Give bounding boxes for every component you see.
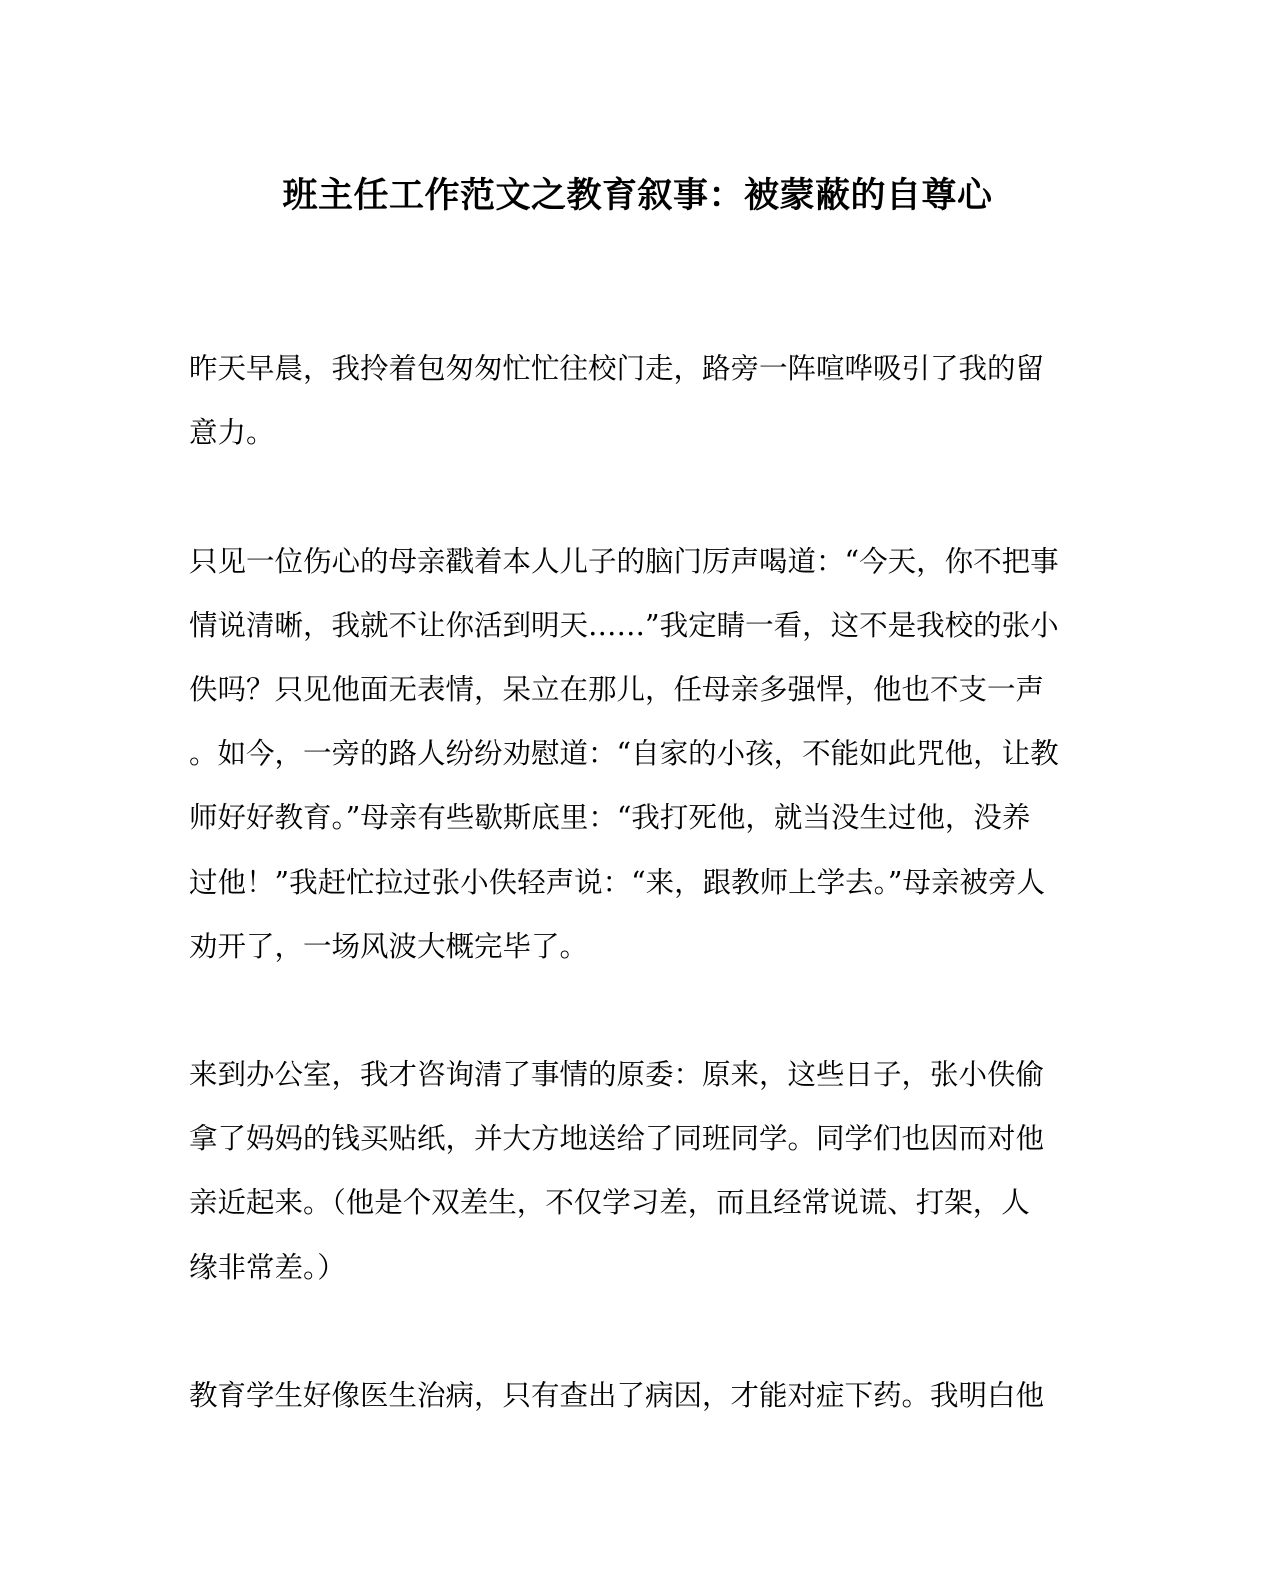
- text-line: 劝开了，一场风波大概完毕了。: [189, 929, 589, 963]
- text-line: 教育学生好像医生治病，只有查出了病因，才能对症下药。我明白他: [189, 1379, 1045, 1412]
- paragraph-spacer: [189, 1300, 1079, 1364]
- text-line: 。如今，一旁的路人纷纷劝慰道：“自家的小孩，不能如此咒他，让教: [189, 737, 1059, 771]
- text-line: 昨天早晨，我拎着包匆匆忙忙往校门走，路旁一阵喧哗吸引了我的留: [189, 352, 1045, 385]
- paragraph-spacer: [189, 465, 1079, 529]
- text-line: 缘非常差。）: [189, 1250, 346, 1284]
- document-title: 班主任工作范文之教育叙事：被蒙蔽的自尊心: [282, 175, 993, 216]
- text-line: 佚吗？只见他面无表情，呆立在那儿，任母亲多强悍，他也不支一声: [189, 672, 1045, 706]
- paragraph: [189, 1043, 1079, 1300]
- text-line: 情说清晰，我就不让你活到明天……”我定睛一看，这不是我校的张小: [189, 608, 1059, 642]
- text-line: 拿了妈妈的钱买贴纸，并大方地送给了同班同学。同学们也因而对他: [189, 1122, 1045, 1156]
- text-line: 师好好教育。”母亲有些歇斯底里：“我打死他，就当没生过他，没养: [189, 801, 1031, 835]
- paragraph: [189, 1364, 1079, 1428]
- text-line: 意力。: [189, 416, 275, 450]
- paragraph: [189, 530, 1079, 979]
- paragraph: [189, 337, 1079, 465]
- text-line: 只见一位伤心的母亲戳着本人儿子的脑门厉声喝道：“今天，你不把事: [189, 544, 1059, 578]
- paragraph-spacer: [189, 979, 1079, 1043]
- text-line: 来到办公室，我才咨询清了事情的原委：原来，这些日子，张小佚偷: [189, 1058, 1045, 1092]
- text-line: 亲近起来。（他是个双差生，不仅学习差，而且经常说谎、打架，人: [189, 1186, 1030, 1220]
- text-line: 过他！”我赶忙拉过张小佚轻声说：“来，跟教师上学去。”母亲被旁人: [189, 865, 1045, 899]
- document-body: [189, 337, 1079, 1428]
